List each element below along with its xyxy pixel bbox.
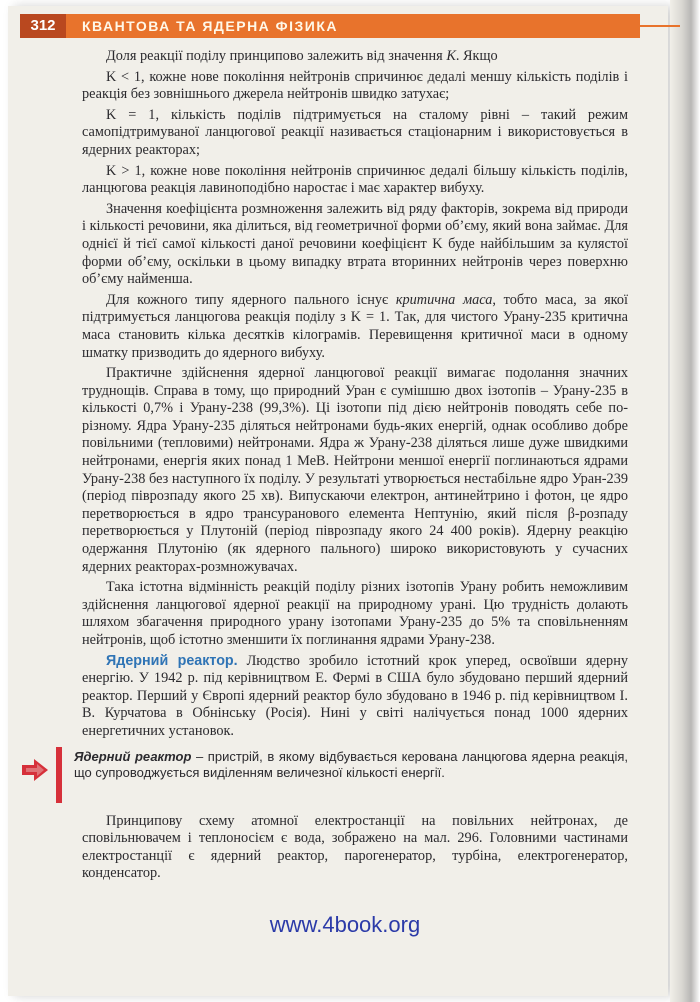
paragraph: K < 1, кожне нове покоління нейтронів спричинює дедалі меншу кількість поділів і реакція без зовнішнього джерела нейтронів швидко затухає;: [82, 68, 628, 103]
paragraph: Доля реакції поділу принципово залежить від значення K. Якщо: [106, 48, 498, 64]
definition-accent-bar: [56, 747, 62, 803]
header-rule: [640, 25, 680, 27]
book-spine-shadow: [670, 0, 700, 1002]
paragraph: Ядерний реактор. Людство зробило істотний крок уперед, освоївши ядерну енергію. У 1942 р. під керівництвом Е. Фермі в США було збудовано перший ядерний реактор. Перший у Європі ядерний реактор було збудовано в 1946 р. під керівництвом І. В. Курчатова в Обнінську (Росія). Нині у світі налічується понад 1000 ядерних енергетичних установок.: [82, 652, 629, 739]
paragraph: Значення коефіцієнта розмноження залежить від ряду факторів, зокрема від природи і кількості речовини, яка ділиться, від геометричної форми об’єму, який вона займає. Для однієї й тієї самої кількості даної речовини коефіцієнт K буде найбільшим за кулястої форми об’єму, оскільки в цьому випадку втрата вторинних нейтронів через поверхню об’єму найменша.: [82, 200, 628, 288]
paragraph: Принципову схему атомної електростанції на повільних нейтронах, де сповільнювачем і теплоносієм є вода, зображено на мал. 296. Головними частинами електростанції є ядерний реактор, парогенератор, турбіна, електрогенератор, конденсатор.: [82, 812, 628, 882]
page-body: [74, 48, 629, 886]
paragraph: K = 1, кількість поділів підтримується на сталому рівні – такий режим самопідтримуваної ланцюгової реакції називається стаціонарним і використовується в ядерних реакторах;: [82, 106, 628, 158]
paragraph: K > 1, кожне нове покоління нейтронів спричинює дедалі більшу кількість поділів, ланцюгова реакція лавиноподібно наростає і має характер вибуху.: [82, 162, 628, 197]
section-title: КВАНТОВА ТА ЯДЕРНА ФІЗИКА: [82, 18, 339, 34]
definition-box: [20, 747, 628, 803]
term-critical-mass: критична маса: [395, 291, 493, 308]
paragraph: Практичне здійснення ядерної ланцюгової реакції вимагає подолання значних труднощів. Справа в тому, що природний Уран є сумішшю двох ізотопів – Урану-235 в кількості 0,7% і Урану-238 (99,3%). Ці ізотопи під дією нейтронів поводять себе по-різному. Ядра Урану-235 діляться нейтронами будь-яких енергій, однак особливо добре повільними (тепловими) нейтронами. Ядра ж Урану-238 діляться лише дуже швидкими нейтронами, енергія яких понад 1 МеВ. Нейтрони меншої енергії поглинаються ядрами Урану-238 без наступного їх поділу. У результаті утворюється нестабільне ядро Уран-239 (період піврозпаду якого 25 хв). Випускаючи електрон, антинейтрино і фотон, це ядро перетворюється в ядро трансуранового елемента Нептунію, який після β-розпаду перетворюється у Плутоній (період піврозпаду якого 24 400 років). Ядерну реакцію одержання Плутонію (як ядерного пального) широко використовують у сучасних ядерних реакторах-розмножувачах.: [82, 365, 628, 575]
definition-text: Ядерний реактор – пристрій, в якому відбувається керована ланцюгова ядерна реакція, що супроводжується виділенням величезної кількості енергії.: [74, 748, 628, 781]
paragraph: Для кожного типу ядерного пального існує критична маса, тобто маса, за якої підтримується ланцюгова реакція поділу з K = 1. Так, для чистого Урану-235 критична маса становить кілька десятків кілограмів. Перевищення критичної маси в одному шматку призводить до ядерного вибуху.: [82, 291, 628, 361]
watermark: www.4book.org: [269, 912, 421, 937]
red-arrow-icon: [20, 757, 50, 783]
page-header: [20, 14, 640, 38]
definition-term: Ядерний реактор: [74, 748, 192, 764]
paragraph: Така істотна відмінність реакцій поділу різних ізотопів Урану робить неможливим здійснення ланцюгової ядерної реакції на природному урані. Цю трудність долають шляхом збагачення природного урану ізотопами Урану-235 до 5% та сповільненням нейтронів, щоб істотно зменшити їх поглинання ядрами Урану-238.: [82, 579, 628, 648]
subsection-lead: Ядерний реактор.: [106, 652, 238, 669]
page-number: 312: [20, 14, 66, 38]
